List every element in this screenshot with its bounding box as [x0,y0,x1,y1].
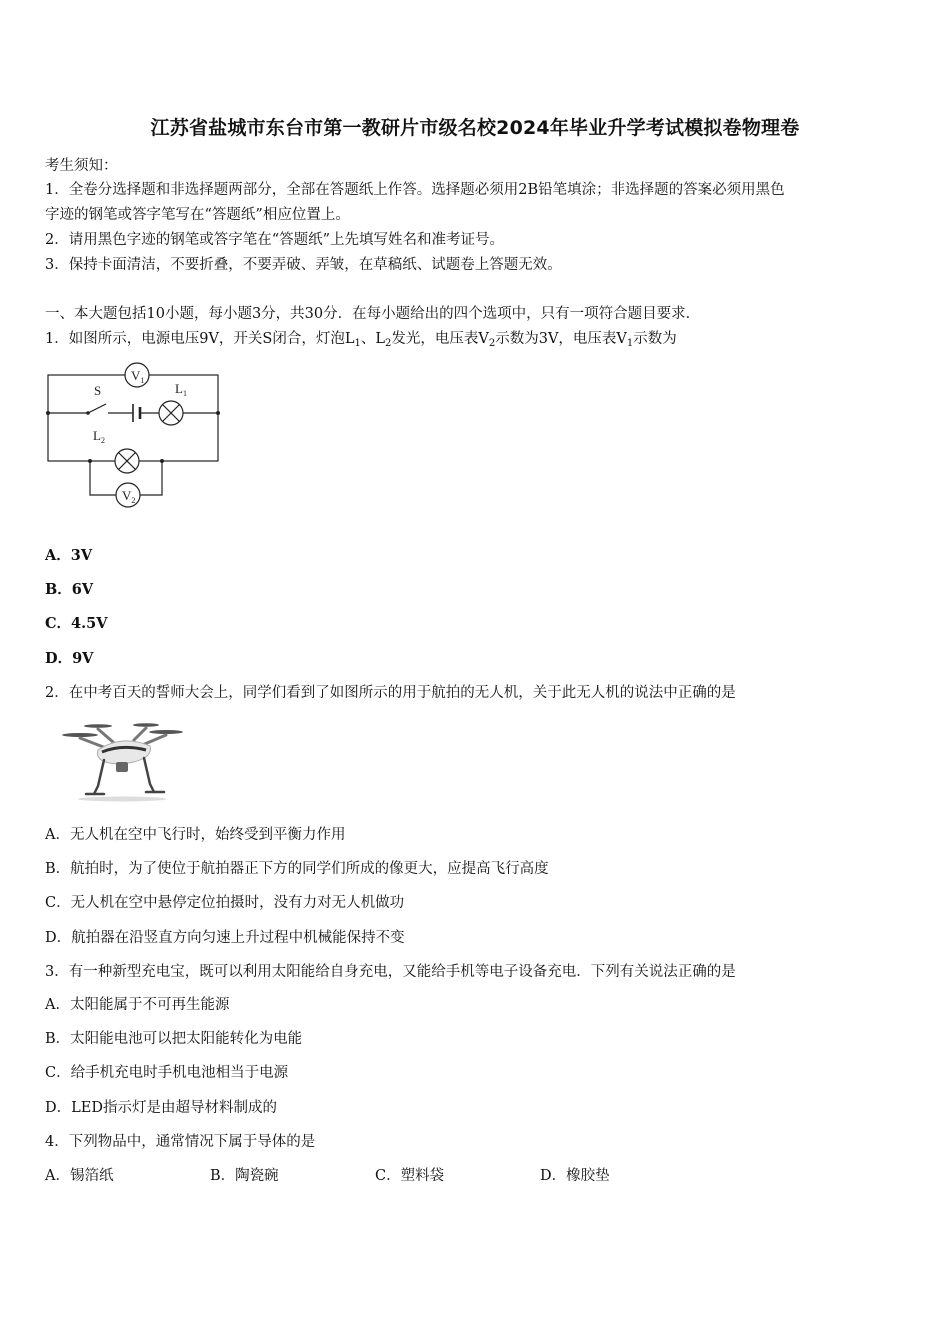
l1-label: $L_1$ [175,381,187,398]
q1-stem: 1．如图所示，电源电压9V，开关S闭合，灯泡$L_1$、$L_2$发光，电压表$V_2$示数为3V，电压表$V_1$示数为 [45,331,677,349]
notice-heading: 考生须知： [45,158,118,174]
q3-option-c: C．给手机充电时手机电池相当于电源 [45,1065,289,1081]
q1-option-b: B．6V [45,581,94,598]
page-title: 江苏省盐城市东台市第一教研片市级名校2024年毕业升学考试模拟卷物理卷 [150,117,800,139]
q4-options [45,1164,705,1185]
q3-option-b: B．太阳能电池可以把太阳能转化为电能 [45,1031,303,1047]
notice-item-1: 1．全卷分选择题和非选择题两部分，全部在答题纸上作答。选择题必须用2B铅笔填涂；非选择题的答案必须用黑色 [45,182,785,198]
q3-stem: 3．有一种新型充电宝，既可以利用太阳能给自身充电，又能给手机等电子设备充电．下列有关说法正确的是 [45,964,736,980]
notice-item-1-cont: 字迹的钢笔或答字笔写在“答题纸”相应位置上。 [45,207,350,223]
notice-item-2: 2．请用黑色字迹的钢笔或答字笔在“答题纸”上先填写姓名和准考证号。 [45,232,505,248]
l2-label: $L_2$ [93,428,105,445]
circuit-diagram [40,358,230,516]
q4-stem: 4．下列物品中，通常情况下属于导体的是 [45,1134,316,1150]
q4-option-b: B．陶瓷碗 [210,1168,279,1184]
q2-option-c: C．无人机在空中悬停定位拍摄时，没有力对无人机做功 [45,895,405,911]
q2-option-d: D．航拍器在沿竖直方向匀速上升过程中机械能保持不变 [45,930,405,946]
q2-option-a: A．无人机在空中飞行时，始终受到平衡力作用 [45,827,346,843]
q4-option-c: C．塑料袋 [375,1168,445,1184]
section-heading: 一、本大题包括10小题，每小题3分，共30分．在每小题给出的四个选项中，只有一项符合题目要求． [45,306,701,322]
v1-label: $V_1$ [131,368,145,385]
q1-option-d: D．9V [45,650,94,667]
q3-option-d: D．LED指示灯是由超导材料制成的 [45,1100,277,1116]
q4-option-a: A．锡箔纸 [45,1168,114,1184]
drone-image [58,720,184,802]
q2-option-b: B．航拍时，为了使位于航拍器正下方的同学们所成的像更大，应提高飞行高度 [45,861,549,877]
v2-label: $V_2$ [122,488,136,505]
q1-option-a: A．3V [45,547,93,564]
switch-label: S [94,383,102,398]
q4-option-d: D．橡胶垫 [540,1168,610,1184]
notice-item-3: 3．保持卡面清洁，不要折叠，不要弄破、弄皱，在草稿纸、试题卷上答题无效。 [45,257,562,273]
q3-option-a: A．太阳能属于不可再生能源 [45,997,230,1013]
q1-option-c: C．4.5V [45,615,108,632]
q2-stem: 2．在中考百天的誓师大会上，同学们看到了如图所示的用于航拍的无人机，关于此无人机的说法中正确的是 [45,685,736,701]
